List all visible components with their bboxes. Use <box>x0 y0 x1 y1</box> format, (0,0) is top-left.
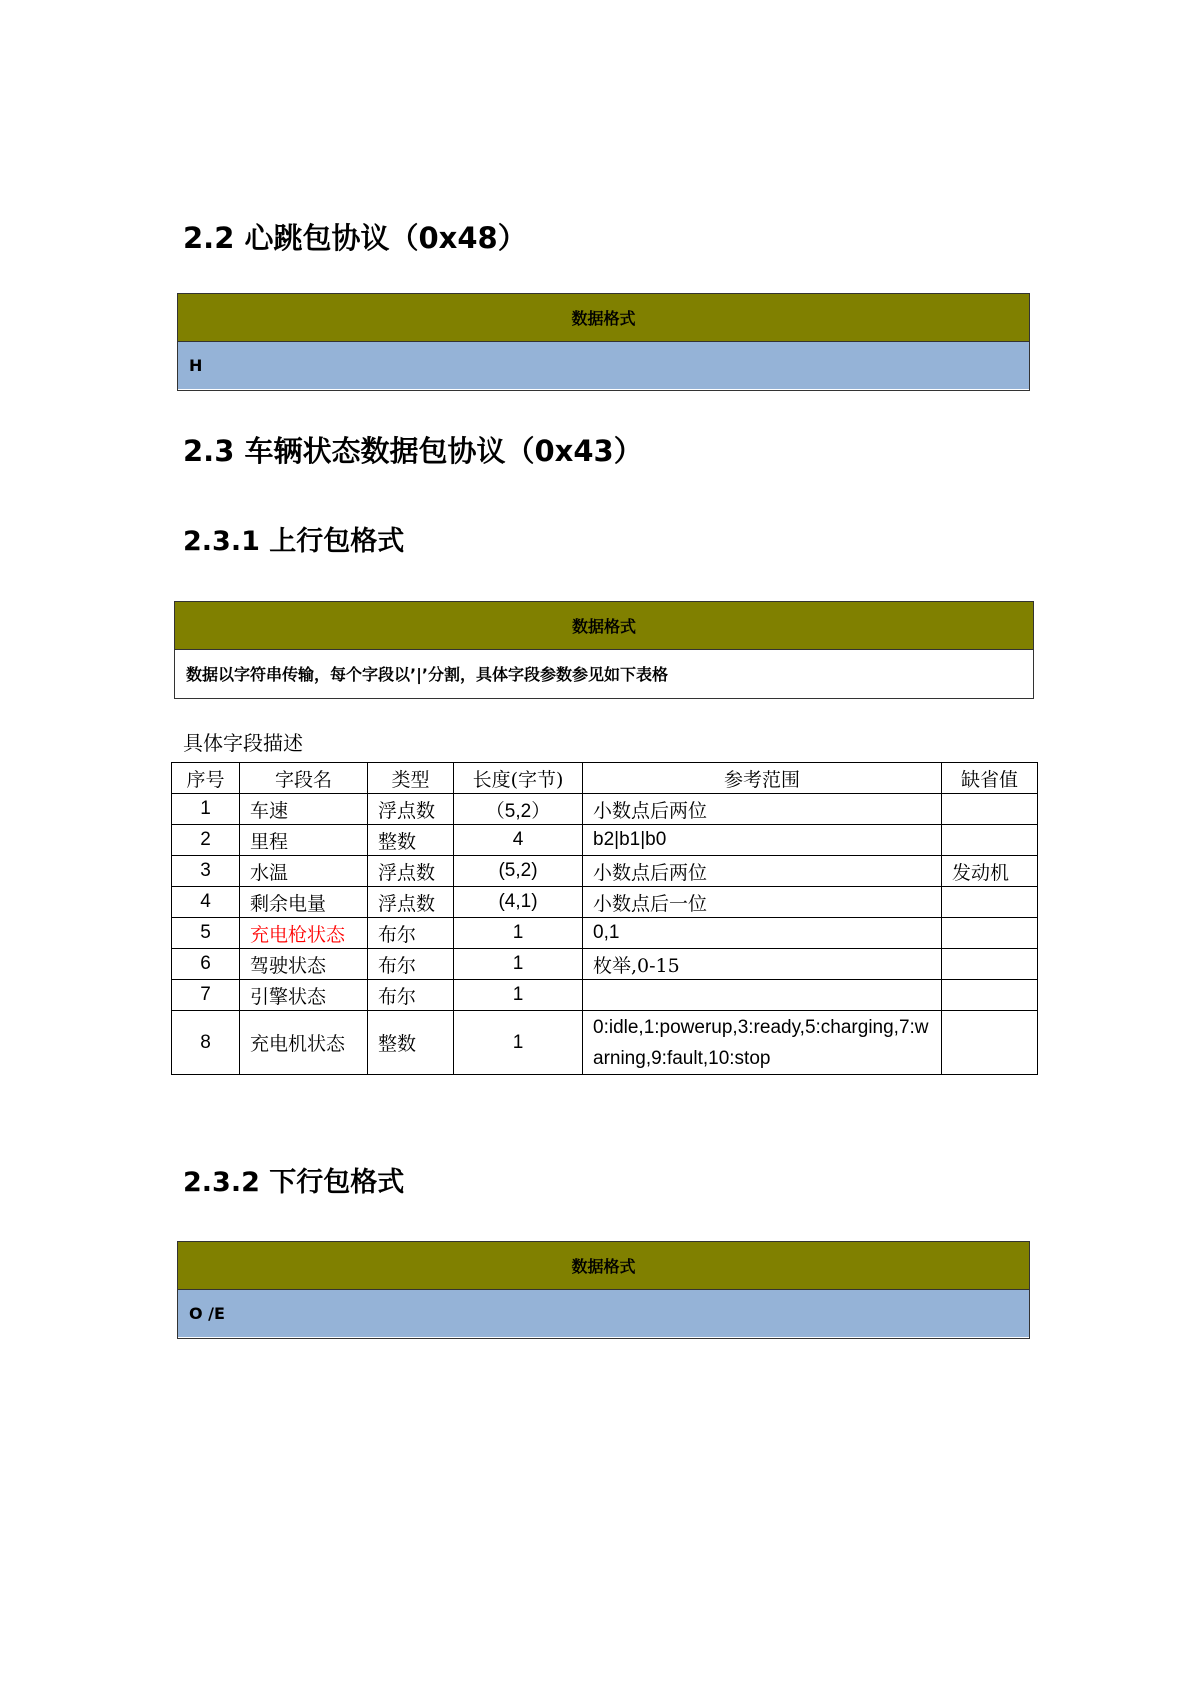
table-row <box>172 887 1038 918</box>
table-cell: 1 <box>454 918 583 949</box>
table-cell <box>942 825 1038 856</box>
table-row <box>172 949 1038 980</box>
table-row <box>172 918 1038 949</box>
format-header: 数据格式 <box>178 1242 1029 1290</box>
table-cell <box>583 980 942 1011</box>
section-2-2-title: 2.2 心跳包协议（0x48） <box>183 221 527 255</box>
table-cell: 6 <box>172 949 240 980</box>
header-cell: 字段名 <box>240 763 368 794</box>
table-cell: 充电机状态 <box>240 1011 368 1075</box>
table-cell: 1 <box>454 949 583 980</box>
table-cell: 整数 <box>368 1011 454 1075</box>
section-2-3-2-title: 2.3.2 下行包格式 <box>183 1167 405 1198</box>
field-description-table <box>171 762 1038 1075</box>
table-cell: (5,2) <box>454 856 583 887</box>
table-row <box>172 980 1038 1011</box>
table-cell: 1 <box>454 980 583 1011</box>
format-body: 数据以字符串传输，每个字段以’|’分割，具体字段参数参见如下表格 <box>175 650 1033 697</box>
table-row <box>172 794 1038 825</box>
table-cell <box>942 980 1038 1011</box>
table-cell: 浮点数 <box>368 794 454 825</box>
table-cell: 布尔 <box>368 980 454 1011</box>
format-body: H <box>178 342 1029 389</box>
table-cell: 1 <box>454 1011 583 1075</box>
table-cell: 0:idle,1:powerup,3:ready,5:charging,7:warning,9:fault,10:stop <box>583 1011 942 1075</box>
table-cell: 车速 <box>240 794 368 825</box>
header-cell: 长度(字节) <box>454 763 583 794</box>
table-cell: 0,1 <box>583 918 942 949</box>
table-cell: 引擎状态 <box>240 980 368 1011</box>
table-cell: 1 <box>172 794 240 825</box>
format-body: O /E <box>178 1290 1029 1337</box>
table-cell: 水温 <box>240 856 368 887</box>
uplink-format-box <box>174 601 1034 699</box>
table-cell: 枚举,0-15 <box>583 949 942 980</box>
table-cell <box>942 794 1038 825</box>
table-cell <box>942 949 1038 980</box>
table-cell: 驾驶状态 <box>240 949 368 980</box>
table-cell <box>942 887 1038 918</box>
table-caption: 具体字段描述 <box>183 731 303 755</box>
section-2-3-title: 2.3 车辆状态数据包协议（0x43） <box>183 434 643 468</box>
table-cell: 7 <box>172 980 240 1011</box>
downlink-format-box <box>177 1241 1030 1339</box>
header-cell: 类型 <box>368 763 454 794</box>
table-cell: (4,1) <box>454 887 583 918</box>
table-cell: 布尔 <box>368 949 454 980</box>
table-cell: 里程 <box>240 825 368 856</box>
table-row <box>172 825 1038 856</box>
table-cell: 剩余电量 <box>240 887 368 918</box>
heartbeat-format-box <box>177 293 1030 391</box>
header-cell: 缺省值 <box>942 763 1038 794</box>
table-cell-highlighted: 充电枪状态 <box>240 918 368 949</box>
table-cell: 4 <box>454 825 583 856</box>
table-cell: 浮点数 <box>368 887 454 918</box>
table-cell <box>942 918 1038 949</box>
table-cell: 4 <box>172 887 240 918</box>
table-cell: 2 <box>172 825 240 856</box>
table-cell: b2|b1|b0 <box>583 825 942 856</box>
table-cell: 小数点后一位 <box>583 887 942 918</box>
table-cell: 整数 <box>368 825 454 856</box>
header-cell: 序号 <box>172 763 240 794</box>
header-cell: 参考范围 <box>583 763 942 794</box>
table-cell <box>942 1011 1038 1075</box>
format-header: 数据格式 <box>178 294 1029 342</box>
table-header-row <box>172 763 1038 794</box>
format-header: 数据格式 <box>175 602 1033 650</box>
table-row <box>172 1011 1038 1075</box>
section-2-3-1-title: 2.3.1 上行包格式 <box>183 526 405 557</box>
table-cell: （5,2） <box>454 794 583 825</box>
table-cell: 浮点数 <box>368 856 454 887</box>
table-cell: 布尔 <box>368 918 454 949</box>
table-cell: 发动机 <box>942 856 1038 887</box>
table-row <box>172 856 1038 887</box>
table-cell: 小数点后两位 <box>583 794 942 825</box>
table-cell: 小数点后两位 <box>583 856 942 887</box>
table-cell: 8 <box>172 1011 240 1075</box>
table-cell: 5 <box>172 918 240 949</box>
table-cell: 3 <box>172 856 240 887</box>
